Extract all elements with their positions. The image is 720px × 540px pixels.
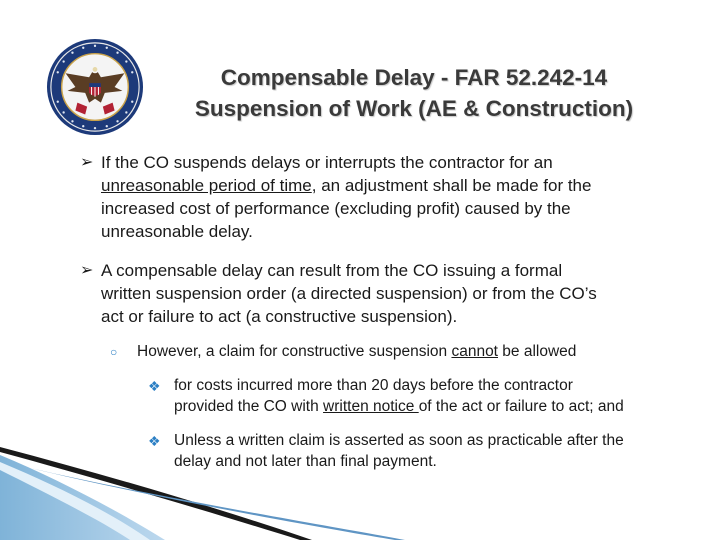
line2-before: provided the CO with [174, 398, 324, 415]
sub-sub-bullet-1 [148, 375, 708, 417]
bullet-1-line1: If the CO suspends delays or interrupts the contractor for an [101, 153, 553, 172]
slide-title-line1: Compensable Delay - FAR 52.242-14 [220, 65, 608, 90]
sub-bullet-text: However, a claim for constructive suspension [137, 343, 452, 360]
diamond-bullet-icon: ❖ [148, 378, 161, 394]
sub-sub-bullet-1-line2 [174, 396, 708, 417]
slide-title [140, 62, 688, 124]
bullet-1-line2 [101, 174, 591, 197]
circle-bullet-icon: ○ [110, 345, 118, 359]
va-seal-icon [46, 38, 144, 136]
sub-sub-bullet-2-line2: delay and not later than final payment. [174, 453, 437, 470]
underlined-phrase: written notice [323, 398, 419, 415]
bullet-2 [80, 259, 597, 328]
bullet-1 [80, 151, 591, 243]
bullet-1-line2-rest: , an adjustment shall be made for the [311, 176, 592, 195]
slide-title-line2: Suspension of Work (AE & Construction) [194, 96, 634, 121]
sub-sub-bullet-2-line1: Unless a written claim is asserted as soon as practicable after the [174, 432, 624, 449]
line2-after: of the act or failure to act; and [418, 398, 624, 415]
sub-sub-bullet-1-line1: for costs incurred more than 20 days before the contractor [174, 377, 573, 394]
arrow-bullet-icon: ➢ [80, 154, 94, 171]
swoosh-blue-band [0, 455, 165, 540]
diamond-bullet-icon: ❖ [148, 433, 161, 449]
sub-bullet-text-end: be allowed [498, 343, 577, 360]
bullet-2-line2: written suspension order (a directed suspension) or from the CO’s [101, 284, 597, 303]
bullet-1-line4: unreasonable delay. [101, 222, 253, 241]
underlined-word: cannot [451, 343, 498, 360]
bullet-2-line1: A compensable delay can result from the CO issuing a formal [101, 261, 563, 280]
arrow-bullet-icon: ➢ [80, 262, 94, 279]
underlined-phrase: unreasonable period of time [101, 176, 312, 195]
sub-bullet [110, 342, 576, 362]
bullet-1-line3: increased cost of performance (excluding profit) caused by the [101, 199, 571, 218]
bullet-2-line3: act or failure to act (a constructive suspension). [101, 307, 458, 326]
sub-sub-bullet-2 [148, 430, 708, 472]
